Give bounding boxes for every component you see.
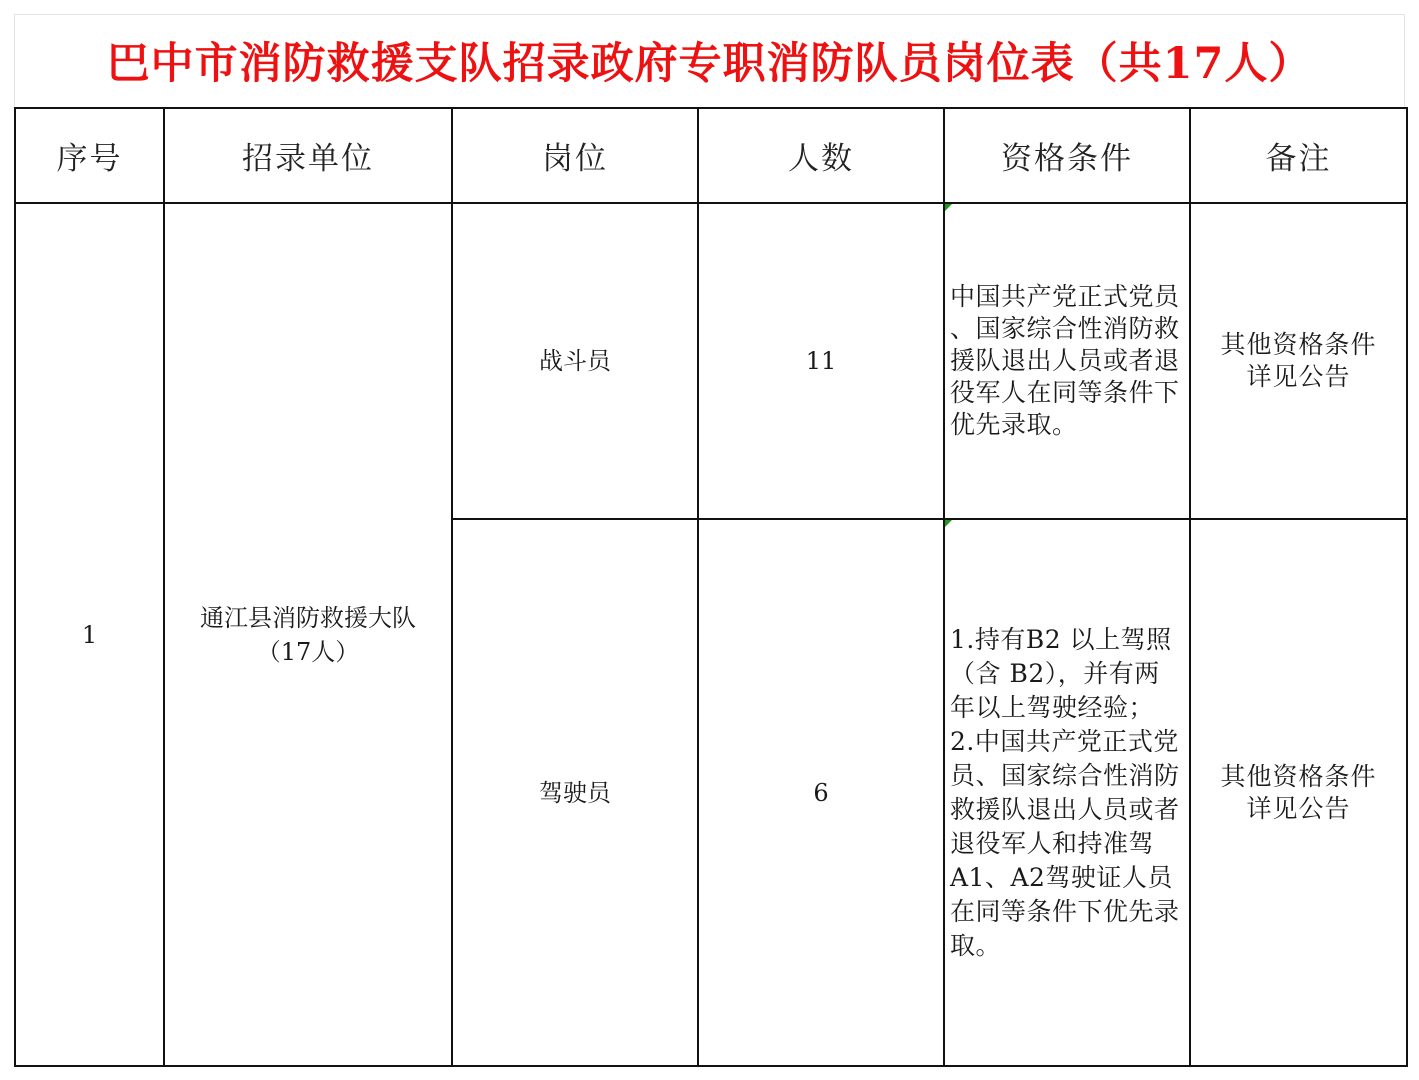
post-cell bbox=[452, 203, 698, 519]
post-name: 战斗员 bbox=[539, 347, 611, 375]
header-unit: 招录单位 bbox=[164, 108, 452, 203]
title-row bbox=[14, 14, 1405, 106]
unit-cell bbox=[164, 203, 452, 1066]
post-cell bbox=[452, 519, 698, 1066]
header-post: 岗位 bbox=[452, 108, 698, 203]
qualification-line: 优先录取。 bbox=[950, 410, 1078, 439]
count-cell bbox=[698, 203, 944, 519]
qualification-cell bbox=[944, 203, 1190, 519]
remark-line: 详见公告 bbox=[1246, 362, 1351, 391]
qualification-line: 、国家综合性消防救 bbox=[950, 314, 1180, 343]
post-count: 11 bbox=[805, 347, 837, 375]
header-count: 人数 bbox=[698, 108, 944, 203]
qualification-line: 在同等条件下优先录 bbox=[950, 896, 1180, 926]
remark-line: 详见公告 bbox=[1246, 793, 1351, 823]
qualification-line: 2.中国共产党正式党 bbox=[950, 726, 1179, 756]
qualification-line: 退役军人和持准驾 bbox=[950, 828, 1155, 858]
header-row bbox=[15, 108, 1407, 203]
header-remark: 备注 bbox=[1190, 108, 1407, 203]
cell-marker-icon bbox=[945, 520, 952, 527]
qualification-line: 中国共产党正式党员 bbox=[950, 282, 1180, 311]
header-qualification: 资格条件 bbox=[944, 108, 1190, 203]
qualification-line: 年以上驾驶经验； bbox=[950, 692, 1155, 722]
remark-line: 其他资格条件 bbox=[1220, 761, 1377, 791]
qualification-cell bbox=[944, 519, 1190, 1066]
unit-quota: （17人） bbox=[256, 637, 360, 666]
remark-cell bbox=[1190, 519, 1407, 1066]
qualification-line: （含 B2），并有两 bbox=[950, 658, 1160, 688]
seq-cell bbox=[15, 203, 164, 1066]
qualification-line: 役军人在同等条件下 bbox=[950, 378, 1180, 407]
table-row bbox=[15, 203, 1407, 519]
post-count: 6 bbox=[813, 778, 829, 807]
remark-line: 其他资格条件 bbox=[1220, 330, 1377, 359]
recruitment-table bbox=[14, 107, 1408, 1067]
qualification-line: 救援队退出人员或者 bbox=[950, 794, 1180, 824]
remark-cell bbox=[1190, 203, 1407, 519]
qualification-line: 取。 bbox=[950, 930, 1002, 960]
page-title: 巴中市消防救援支队招录政府专职消防队员岗位表（共17人） bbox=[106, 39, 1313, 89]
post-name: 驾驶员 bbox=[539, 778, 611, 807]
qualification-line: 1.持有B2 以上驾照 bbox=[950, 624, 1172, 654]
count-cell bbox=[698, 519, 944, 1066]
qualification-line: 员、国家综合性消防 bbox=[950, 760, 1180, 790]
qualification-line: 援队退出人员或者退 bbox=[950, 346, 1180, 375]
header-seq: 序号 bbox=[15, 108, 164, 203]
qualification-line: A1、A2驾驶证人员 bbox=[950, 862, 1173, 892]
unit-name: 通江县消防救援大队 bbox=[200, 603, 416, 632]
cell-marker-icon bbox=[945, 204, 952, 211]
seq-value: 1 bbox=[81, 620, 98, 649]
